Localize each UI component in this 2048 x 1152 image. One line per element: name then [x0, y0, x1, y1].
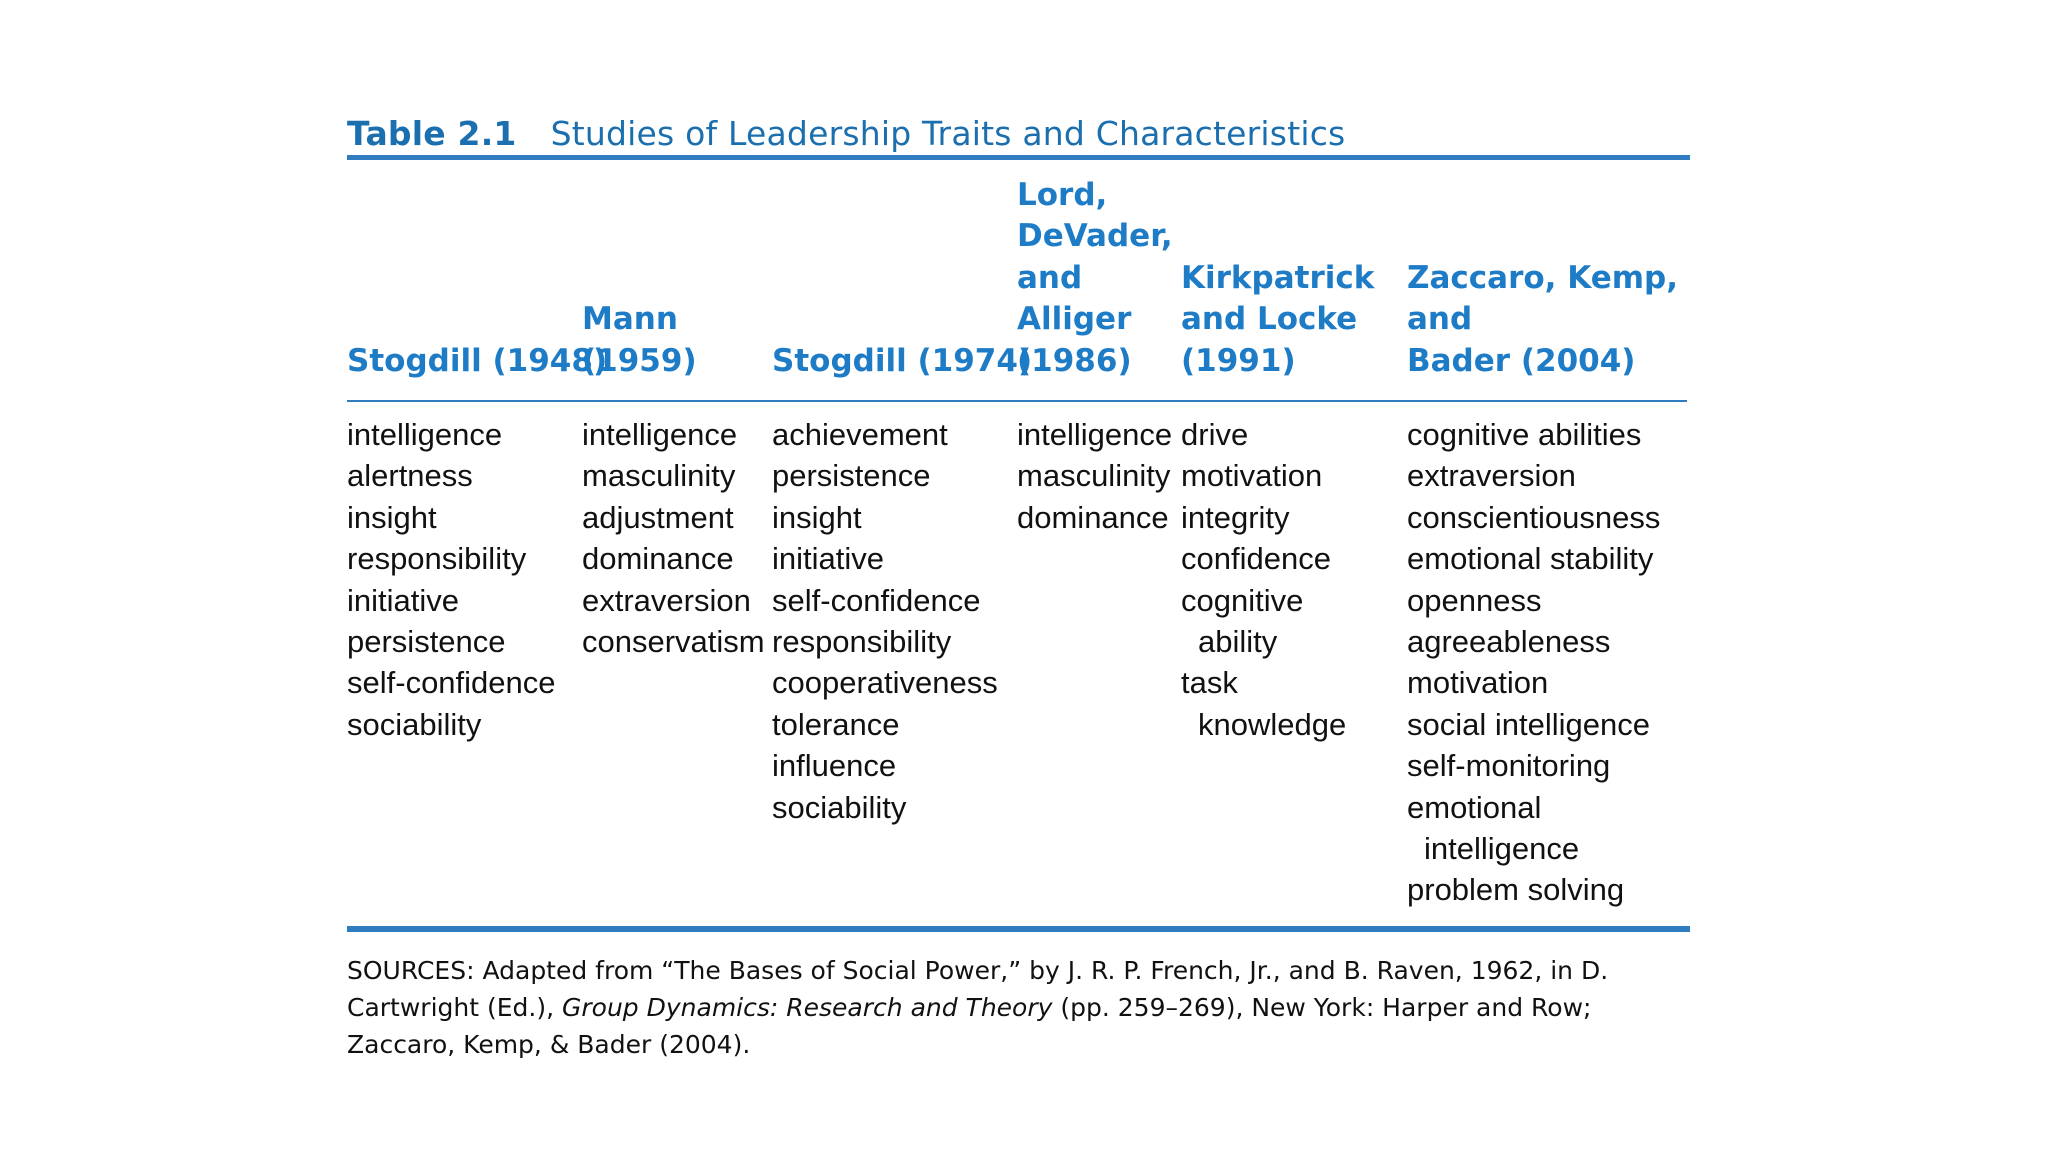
column-header-line: Stogdill (1948) — [347, 342, 608, 379]
trait-item: intelligence — [1424, 831, 1580, 867]
column-header-line: Bader (2004) — [1407, 342, 1636, 379]
trait-item: masculinity — [1017, 458, 1171, 494]
column-header-stogdill-1974 — [772, 341, 1032, 383]
trait-item: responsibility — [347, 541, 527, 577]
trait-item: confidence — [1181, 541, 1331, 577]
trait-item: achievement — [772, 417, 948, 452]
trait-item: self-confidence — [772, 582, 981, 618]
column-header-line: Alliger — [1017, 301, 1132, 337]
trait-item: motivation — [1407, 665, 1549, 701]
trait-item: masculinity — [582, 458, 736, 494]
column-header-stogdill-1948 — [347, 341, 607, 383]
trait-item: motivation — [1181, 458, 1323, 494]
bottom-rule — [347, 926, 1690, 932]
column-items-stogdill-1948 — [347, 414, 556, 745]
trait-item: persistence — [772, 458, 931, 494]
trait-item: influence — [772, 748, 897, 784]
sources-note — [347, 952, 1692, 1063]
trait-item: agreeableness — [1407, 624, 1611, 660]
trait-item: conservatism — [582, 624, 765, 660]
column-header-kirkpatrick-locke-1991 — [1181, 258, 1374, 383]
trait-item: knowledge — [1198, 706, 1347, 742]
column-header-line: Lord, — [1017, 176, 1108, 213]
column-header-line: Kirkpatrick — [1181, 259, 1375, 296]
column-header-line: DeVader, — [1017, 218, 1173, 254]
trait-item: sociability — [347, 706, 482, 742]
trait-item: initiative — [772, 541, 884, 577]
trait-item: drive — [1181, 417, 1249, 452]
trait-item: sociability — [772, 789, 907, 825]
sources-text-after: (pp. 259–269), New York: Harper and Row; Zaccaro, Kemp, & Bader (2004). — [347, 993, 1592, 1059]
column-header-lord-devader-alliger-1986 — [1017, 175, 1173, 383]
trait-item: emotional stability — [1407, 541, 1654, 577]
trait-item: tolerance — [772, 706, 900, 742]
column-header-line: (1959) — [582, 342, 697, 379]
trait-item: responsibility — [772, 624, 952, 660]
column-items-lord-devader-alliger-1986 — [1017, 414, 1172, 538]
trait-item: self-confidence — [347, 665, 556, 701]
column-items-stogdill-1974 — [772, 414, 998, 828]
table-body — [347, 402, 1690, 926]
column-items-kirkpatrick-locke-1991 — [1181, 414, 1346, 745]
table-label: Table 2.1 — [347, 114, 517, 153]
trait-item: intelligence — [347, 417, 503, 452]
trait-item: dominance — [582, 541, 734, 577]
trait-item: dominance — [1017, 499, 1169, 535]
document-page — [347, 95, 1690, 1063]
column-header-line: and Locke — [1181, 301, 1358, 337]
trait-item: problem solving — [1407, 872, 1625, 908]
table-header-row — [347, 160, 1690, 400]
trait-item: task — [1181, 665, 1238, 701]
trait-item: initiative — [347, 582, 459, 618]
trait-item: extraversion — [582, 582, 751, 618]
trait-item: persistence — [347, 624, 506, 660]
trait-item: alertness — [347, 458, 473, 494]
trait-item: insight — [347, 499, 437, 535]
table-title — [347, 95, 1690, 153]
column-header-zaccaro-kemp-bader-2004 — [1407, 258, 1690, 383]
trait-item: extraversion — [1407, 458, 1576, 494]
column-header-line: and — [1017, 259, 1083, 296]
sources-text-before: SOURCES: Adapted from “The Bases of Social Power,” by J. R. P. French, Jr., and B. Raven, 1962, in D. Cartwright (Ed.), — [347, 956, 1609, 1022]
trait-item: insight — [772, 499, 862, 535]
table-caption: Studies of Leadership Traits and Characteristics — [550, 114, 1346, 153]
column-header-line: Zaccaro, Kemp, and — [1407, 259, 1678, 337]
trait-item: social intelligence — [1407, 706, 1650, 742]
trait-item: self-monitoring — [1407, 748, 1611, 784]
trait-item: cooperativeness — [772, 665, 998, 701]
column-header-line: Mann — [582, 301, 678, 337]
trait-item: cognitive — [1181, 582, 1304, 618]
column-items-zaccaro-kemp-bader-2004 — [1407, 414, 1660, 911]
trait-item: intelligence — [582, 417, 738, 452]
column-header-mann-1959 — [582, 299, 697, 382]
trait-item: integrity — [1181, 499, 1290, 535]
trait-item: ability — [1198, 624, 1278, 660]
trait-item: openness — [1407, 582, 1542, 618]
column-items-mann-1959 — [582, 414, 765, 662]
column-header-line: Stogdill (1974) — [772, 342, 1033, 379]
trait-item: conscientiousness — [1407, 499, 1661, 535]
trait-item: cognitive abilities — [1407, 417, 1642, 452]
column-header-line: (1986) — [1017, 342, 1132, 379]
trait-item: intelligence — [1017, 417, 1173, 452]
sources-book-title: Group Dynamics: Research and Theory — [562, 993, 1053, 1022]
trait-item: emotional — [1407, 789, 1542, 825]
column-header-line: (1991) — [1181, 342, 1296, 379]
trait-item: adjustment — [582, 499, 734, 535]
